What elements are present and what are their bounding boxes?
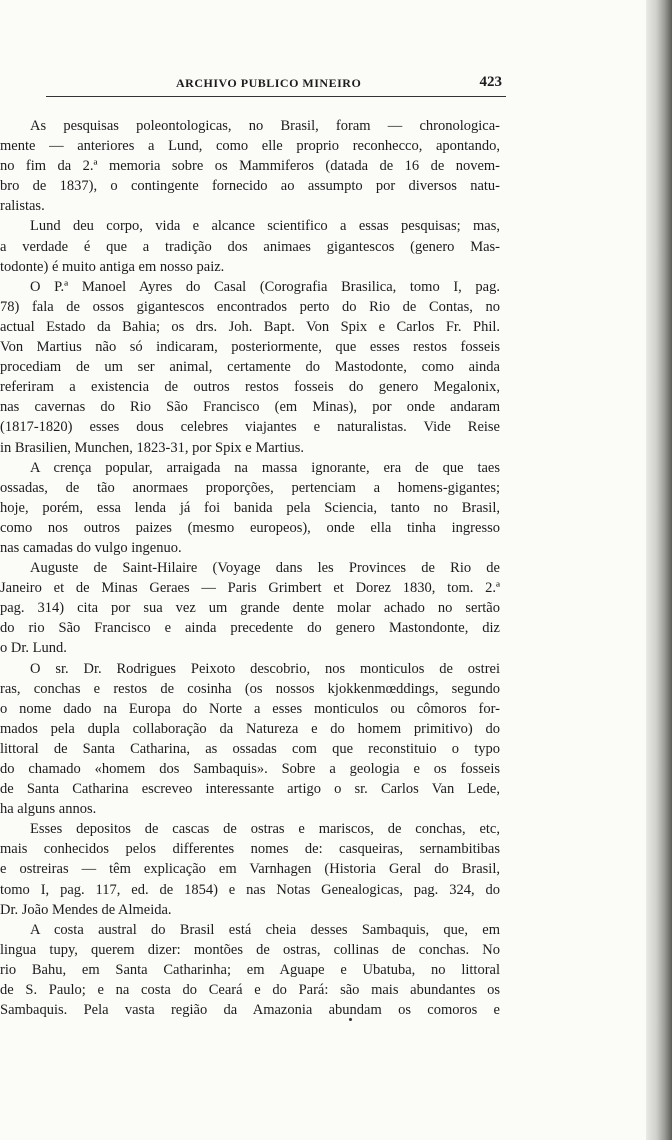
text-line: Auguste de Saint-Hilaire (Voyage dans les Provinces de Rio de xyxy=(30,560,500,577)
ink-speck xyxy=(349,1018,352,1021)
text-line: A costa austral do Brasil está cheia desses Sambaquis, que, em xyxy=(30,921,500,938)
text-line: A crença popular, arraigada na massa ignorante, era de que taes xyxy=(30,459,500,476)
text-line: Sambaquis. Pela vasta região da Amazonia abundam os comoros e xyxy=(0,1002,500,1019)
running-head: ARCHIVO PUBLICO MINEIRO xyxy=(176,76,362,90)
text-line: lingua tupy, querem dizer: montões de ostras, collinas de conchas. No xyxy=(0,941,500,958)
text-line: de Santa Catharina escreveo interessante artigo o sr. Carlos Van Lede, xyxy=(0,781,500,798)
text-line: rio Bahu, em Santa Catharinha; em Aguape e Ubatuba, no littoral xyxy=(0,961,500,978)
text-line: e ostreiras — têm explicação em Varnhagen (Historia Geral do Brasil, xyxy=(0,861,500,878)
text-line: in Brasilien, Munchen, 1823-31, por Spix e Martius. xyxy=(0,439,305,456)
page-header xyxy=(46,74,506,97)
text-line: ras, conchas e restos de cosinha (os nossos kjokkenmœddings, segundo xyxy=(0,680,500,697)
text-line: Von Martius não só indicaram, posteriormente, que esses restos fosseis xyxy=(0,339,500,356)
text-line: mais conhecidos pelos differentes nomes de: casqueiras, sernambitibas xyxy=(0,841,500,858)
text-line: referiram a existencia de outros restos fosseis do genero Megalonix, xyxy=(0,379,500,396)
text-line: mados pela dupla collaboração da Natureza e do homem primitivo) do xyxy=(0,720,500,737)
text-line: do chamado «homem dos Sambaquis». Sobre a geologia e os fosseis xyxy=(0,761,500,777)
text-line: do rio São Francisco e ainda precedente do genero Mastondonte, diz xyxy=(0,620,500,637)
text-line: nas camadas do vulgo ingenuo. xyxy=(0,539,182,556)
text-line: ha alguns annos. xyxy=(0,801,97,818)
text-line: no fim da 2.ª memoria sobre os Mammiferos (datada de 16 de novem- xyxy=(0,158,500,175)
text-line: como nos outros paizes (mesmo europeos), onde ella tinha ingresso xyxy=(0,519,500,536)
text-line: mente — anteriores a Lund, como elle proprio reconhecco, apontando, xyxy=(0,138,500,155)
text-line: ralistas. xyxy=(0,198,45,215)
text-line: (1817-1820) esses dous celebres viajantes e naturalistas. Vide Reise xyxy=(0,419,500,436)
text-line: de S. Paulo; e na costa do Ceará e do Pará: são mais abundantes os xyxy=(0,982,500,999)
text-line: O P.ª Manoel Ayres do Casal (Corografia Brasilica, tomo I, pag. xyxy=(30,278,500,295)
text-line: nas cavernas do Rio São Francisco (em Minas), por onde andaram xyxy=(0,399,500,416)
text-line: actual Estado da Bahia; os drs. Joh. Bapt. Von Spix e Carlos Fr. Phil. xyxy=(0,318,500,335)
text-line: Janeiro et de Minas Geraes — Paris Grimbert et Dorez 1830, tom. 2.ª xyxy=(0,580,500,597)
text-line: o Dr. Lund. xyxy=(0,640,67,657)
text-line: hoje, porém, essa lenda já foi banida pela Sciencia, tanto no Brasil, xyxy=(0,499,500,516)
body-text xyxy=(0,116,520,1020)
text-line: o nome dado na Europa do Norte a esses monticulos ou cômoros for- xyxy=(0,700,500,717)
text-line: littoral de Santa Catharina, as ossadas com que reconstituio o typo xyxy=(0,740,500,757)
page-number: 423 xyxy=(479,74,502,90)
text-line: O sr. Dr. Rodrigues Peixoto descobrio, nos monticulos de ostrei xyxy=(30,660,500,677)
text-line: todonte) é muito antiga em nosso paiz. xyxy=(0,258,225,275)
text-line: Dr. João Mendes de Almeida. xyxy=(0,901,172,918)
text-line: tomo I, pag. 117, ed. de 1854) e nas Notas Genealogicas, pag. 324, do xyxy=(0,881,500,898)
text-line: procediam de um ser animal, certamente do Mastodonte, como ainda xyxy=(0,359,500,376)
text-line: ossadas, de tão anormaes proporções, pertenciam a homens-gigantes; xyxy=(0,479,500,496)
text-line: pag. 314) cita por sua vez um grande dente molar achado no sertão xyxy=(0,600,500,617)
page-spine-shadow xyxy=(646,0,672,1140)
text-line: a verdade é que a tradição dos animaes gigantescos (genero Mas- xyxy=(0,238,500,255)
text-line: bro de 1837), o contingente fornecido ao assumpto por diversos natu- xyxy=(0,178,500,195)
text-line: Esses depositos de cascas de ostras e mariscos, de conchas, etc, xyxy=(30,821,500,838)
text-line: 78) fala de ossos gigantescos encontrados perto do Rio de Contas, no xyxy=(0,298,500,315)
text-line: Lund deu corpo, vida e alcance scientifico a essas pesquisas; mas, xyxy=(30,218,500,235)
text-line: As pesquisas poleontologicas, no Brasil, foram — chronologica- xyxy=(30,118,500,134)
